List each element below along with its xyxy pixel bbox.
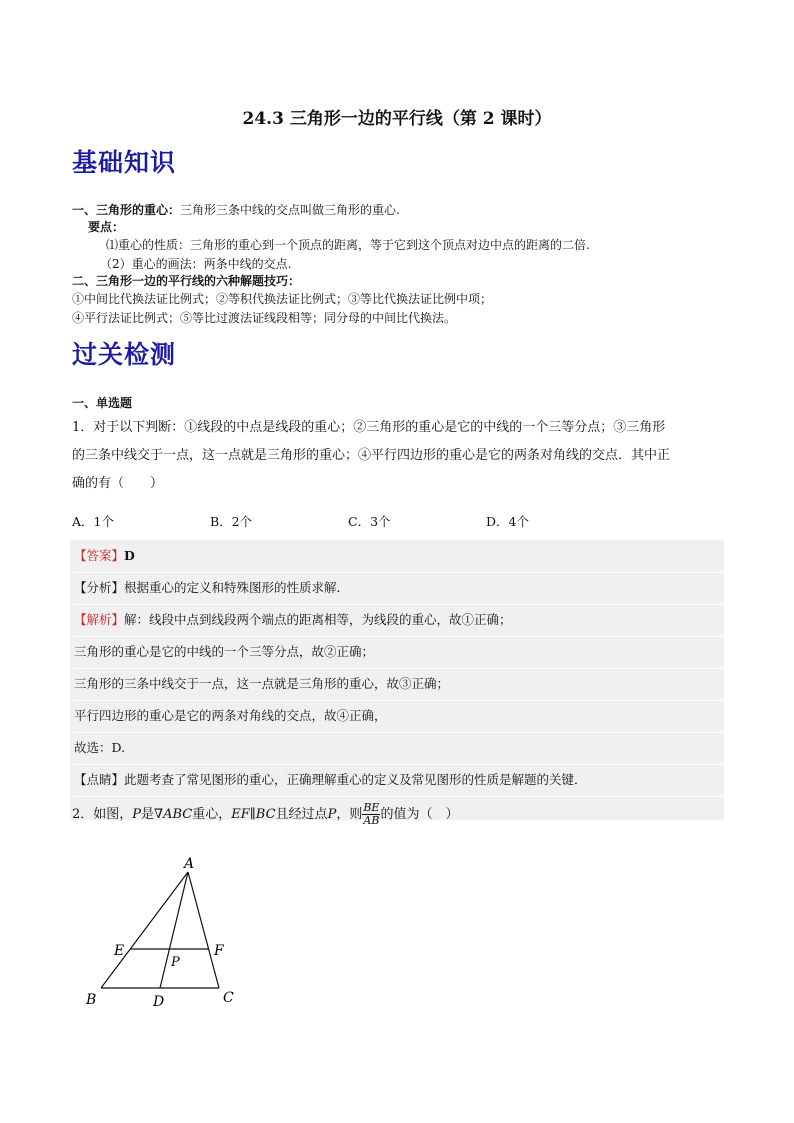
analysis-text: 根据重心的定义和特殊图形的性质求解．: [124, 580, 350, 595]
label-a: A: [184, 856, 195, 872]
segment-ac: [188, 872, 219, 988]
section-heading-check: 过关检测: [72, 340, 177, 369]
solution-tag: 【解析】: [74, 612, 125, 627]
solution-line-1: 解：线段中点到线段两个端点的距离相等，为线段的重心，故①正确；: [124, 612, 512, 627]
segment-ad: [160, 872, 188, 988]
question-1-line-1: 1．对于以下判断：①线段的中点是线段的重心；②三角形的重心是它的中线的一个三等分点；③三角形: [72, 420, 666, 435]
question-2: 2．如图，P是∇ABC重心，EF∥BC且经过点P，则 $\frac{BE}{AB}$ 的值为（ ）: [72, 801, 459, 827]
page-title: 24.3 三角形一边的平行线（第 2 课时）: [242, 109, 552, 129]
answer-tag: 【答案】: [74, 548, 125, 563]
segment-ab: [101, 872, 188, 988]
knowledge-line-1: 一、三角形的重心：三角形三条中线的交点叫做三角形的重心.: [72, 203, 400, 217]
label-p: P: [171, 955, 180, 970]
solution-line-3: 三角形的三条中线交于一点，这一点就是三角形的重心，故③正确；: [74, 668, 724, 701]
knowledge-line-3: ⑴重心的性质：三角形的重心到一个顶点的距离，等于它到这个顶点对边中点的距离的二倍.: [106, 238, 590, 252]
label-e: E: [114, 943, 125, 959]
answer-value: D: [124, 548, 135, 563]
knowledge-line-2: 要点：: [88, 220, 125, 234]
solution-line-4: 平行四边形的重心是它的两条对角线的交点，故④正确，: [74, 700, 724, 733]
comment-text: 此题考查了常见图形的重心，正确理解重心的定义及常见图形的性质是解题的关键．: [124, 772, 587, 787]
option-b[interactable]: B．2个: [210, 514, 253, 529]
question-type-label: 一、单选题: [72, 396, 133, 410]
option-d[interactable]: D．4个: [486, 514, 529, 529]
label-c: C: [223, 990, 234, 1006]
option-c[interactable]: C．3个: [348, 514, 391, 529]
option-a[interactable]: A．1个: [72, 514, 114, 529]
knowledge-line-6: ①中间比代换法证比例式；②等积代换法证比例式；③等比代换法证比例中项；: [72, 292, 493, 306]
analysis-tag: 【分析】: [74, 580, 125, 595]
label-b: B: [86, 992, 97, 1008]
question-1-line-3: 确的有（ ）: [72, 476, 164, 491]
label-d: D: [153, 994, 165, 1010]
solution-line-5: 故选：D.: [74, 732, 724, 765]
section-heading-basics: 基础知识: [72, 148, 177, 177]
solution-line-2: 三角形的重心是它的中线的一个三等分点，故②正确；: [74, 636, 724, 669]
question-1-line-2: 的三条中线交于一点，这一点就是三角形的重心；④平行四边形的重心是它的两条对角线的交点．其中正: [72, 448, 671, 463]
knowledge-line-7: ④平行法证比例式；⑤等比过渡法证线段相等；同分母的中间比代换法。: [72, 311, 457, 325]
knowledge-line-4: （2）重心的画法：两条中线的交点.: [100, 257, 292, 271]
fraction-be-ab: $\frac{BE}{AB}$: [363, 801, 380, 827]
comment-tag: 【点睛】: [74, 772, 125, 787]
label-f: F: [214, 943, 224, 959]
knowledge-line-5: 二、三角形一边的平行线的六种解题技巧：: [72, 274, 301, 288]
